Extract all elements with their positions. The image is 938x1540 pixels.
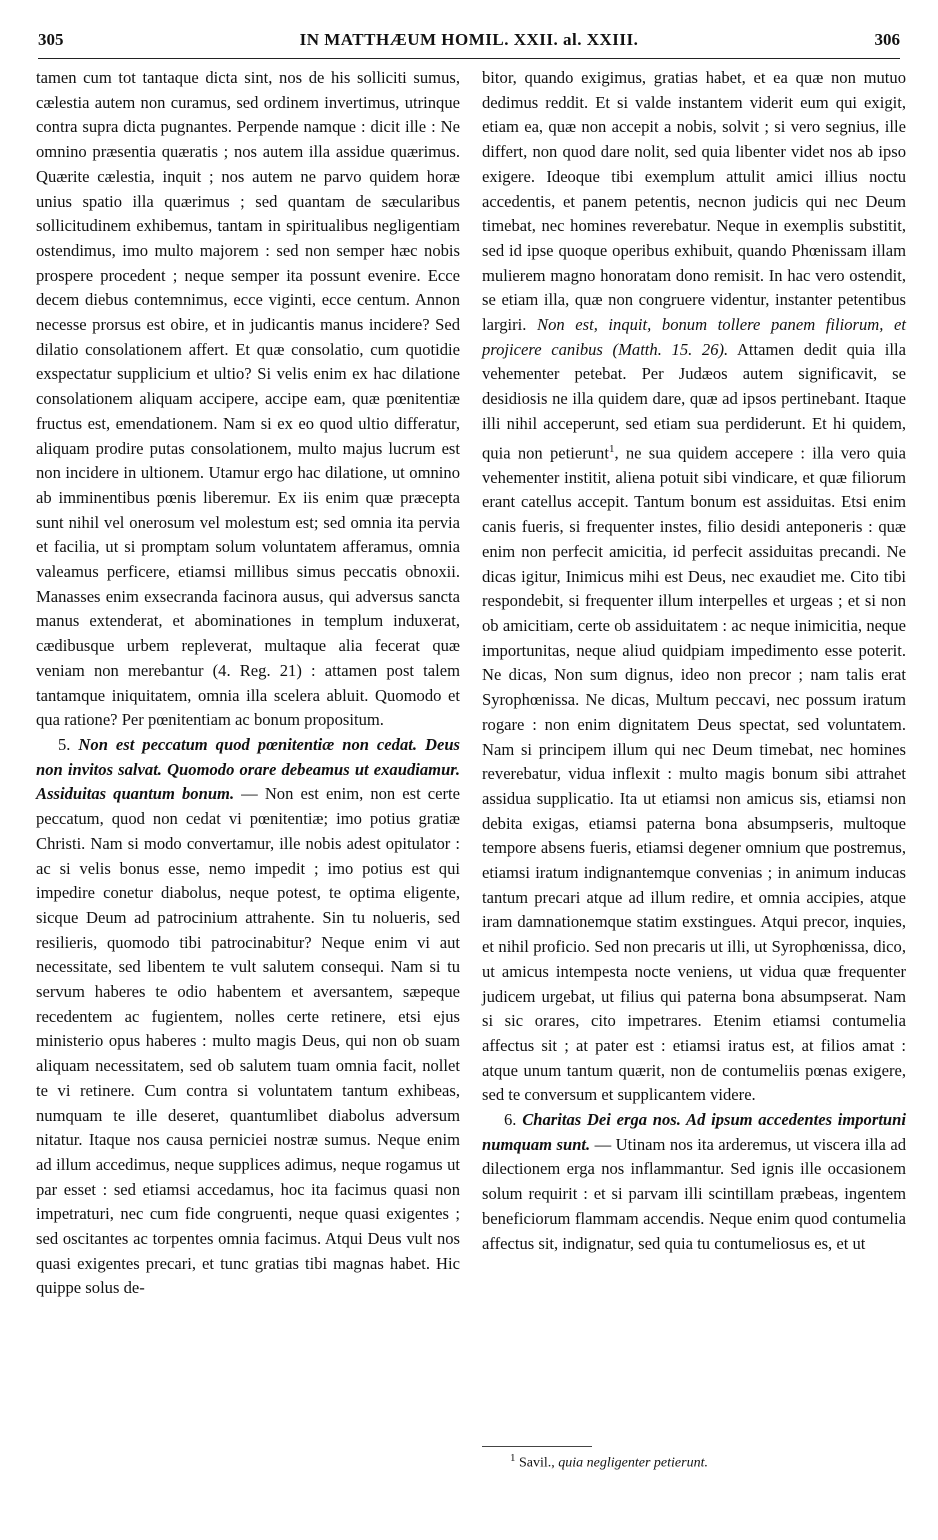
scripture-reference: (Matth. 15. 26).: [612, 339, 729, 359]
section-5: [36, 733, 460, 1301]
left-column: [36, 66, 460, 1301]
right-column: [482, 66, 906, 1256]
footnote-source: Savil.,: [519, 1455, 555, 1471]
section-body: — Utinam nos ita arderemus, ut viscera illa ad dilectionem erga nos inflammantur. Sed ignis ille occasionem solum requirit : et si parvam illi scintillam præbeas, ingentem beneficiorum flammam accendis. Neque enim quod contumelia affectus sit, indignatur, sed quia tu contumeliosus es, et ut: [482, 1134, 906, 1253]
section-number: 6.: [504, 1110, 517, 1130]
footnote-divider: [482, 1446, 592, 1447]
section-heading: Non est peccatum quod pœnitentiæ non cedat. Deus non invitos salvat. Quomodo orare debeamus ut exaudiamur. Assiduitas quantum bonum.: [36, 734, 461, 804]
paragraph-continuation: tamen cum tot tantaque dicta sint, nos de his solliciti sumus, cælestia autem non curamus, sed ordinem invertimus, utrinque contra supra dicta pugnantes. Perpende namque : dicit ille : Ne omnino præsentia quæratis ; nos autem illa assidue quærimus. Quærite cælestia, inquit ; nos autem ne parvo quidem horæ unius spatio illa quærimus ; sed quantam de sæcularibus sollicitudinem exhibemus, tantam in spiritualibus negligentiam ostendimus, imo multo majorem : sed non semper hæc nobis prospere procedent ; neque semper ita possunt evenire. Ecce decem diebus contemnimus, ecce viginti, ecce centum. Annon necesse prorsus est obire, et in judicantis manus incidere? Sed dilatio consolationem affert. Et quæ consolatio, cum quotidie exspectatur supplicium et ultio? Si velis enim ex hac dilatione consolationem aliquam accipere, accipe eam, quæ pœnitentiæ fructus est, emendationem. Nam si ex eo quod ultio differatur, aliquam prodire putas consolationem, multo majus lucrum est non incidere in ultionem. Utamur ergo hac dilatione, ut omnino ab imminentibus pœnis liberemur. Ex iis enim quæ præcepta sunt nihil vel onerosum vel molestum est; sed omnia ita pervia et facilia, ut si promptam solum voluntatem afferamus, omnia valeamus perficere, etiamsi millibus simus peccatis obnoxii. Manasses enim exsecranda facinora ausus, qui adversus sancta manus extenderat, et abominationes in templum induxerat, cædibusque urbem repleverat, multaque alia fecerat quæ veniam non merebantur (4. Reg. 21) : attamen post talem tantamque iniquitatem, omnia illa scelera abluit. Quomodo et qua ratione? Per pœnitentiam ac bonum propositum.: [36, 68, 460, 730]
running-header: [38, 22, 900, 59]
footnote-marker: 1: [608, 442, 615, 455]
text-run: Attamen dedit quia illa vehementer petebat. Per Judæos autem significavit, se desidiosis ne illa quidem dare, quæ ad ipsos pertinebant. Itaque illi nihil acceperunt, sed etiam sua perdiderunt. Et hi quidem, quia non petierunt: [482, 339, 906, 463]
section-6: [482, 1108, 906, 1256]
section-heading: Charitas Dei erga nos. Ad ipsum accedentes importuni numquam sunt.: [482, 1110, 906, 1154]
footnote-number: 1: [510, 1452, 516, 1464]
footnote: [510, 1452, 900, 1472]
section-number: 5.: [58, 734, 71, 754]
running-title: IN MATTHÆUM HOMIL. XXII. al. XXIII.: [299, 30, 639, 49]
text-run: , ne sua quidem accepere : illa vero quia vehementer institit, aliena potuit sibi vindicare, et quæ filiorum erant catellus accepit. Tantum bonum est assiduitas. Etsi enim canis fueris, si frequenter instes, filio desidi anteponeris : quæ enim non perfecit amicitia, id perfecit assiduitas precandi. Ne dicas igitur, Inimicus mihi est Deus, nec exaudiet me. Cito tibi respondebit, si frequenter illum interpelles et urgeas ; et si non ob amicitiam, certe ob assiduitatem : ac neque inimicitia, neque importunitas, neque aliud quidpiam impedimento esse poterit. Ne dicas, Non sum dignus, ideo non precor ; nam talis erat Syrophœnissa. Ne dicas, Multum peccavi, nec possum iratum rogare : non enim dignitatem Deus spectat, sed voluntatem. Nam si principem illum qui nec Deum timebat, nec homines reverebatur, vidua inflexit : multo magis bonum sibi attrahet assidua supplicatio. Ita ut etiamsi non amicus sis, etiamsi non debita exigas, etiamsi paterna bona absumpseris, multoque tempore absens fueris, etiamsi degener omnium que postremus, etiamsi iratum indignantemque convenias ; in animum inducas tantum precari atque ad illum redire, et omnia accipies, atque iram damnationemque statim exstingues. Atqui precor, inquies, et nihil proficio. Sed non precaris ut illi, ut Syrophœnissa, dico, ut amicus intempesta nocte veniens, ut vidua quæ frequenter judicem urgebat, ut filius qui paterna bona absumpserat. Nam si sic orares, cito impetrares. Etenim etiamsi contumelia affectus sit ; at pater est : etiamsi iratus est, at filios amat : atque unum tantum quærit, non de contumeliis pœnas exigere, sed te conversum et supplicantem videre.: [482, 443, 907, 1105]
page-number-left: 305: [38, 30, 64, 49]
scripture-quote: Non est, inquit, bonum tollere panem filiorum, et projicere canibus: [482, 315, 906, 359]
footnote-text: quia negligenter petierunt.: [558, 1455, 708, 1471]
paragraph-continuation: [482, 66, 906, 1108]
text-run: bitor, quando exigimus, gratias habet, et ea quæ non mutuo dedimus reddit. Et si valde instantem viderit eum qui exigit, etiam ea, quæ non accepit a nobis, solvit ; si vero segnius, ille differt, non quod dare nolit, sed quia libenter videt nos ab ipso exigere. Ideoque tibi exemplum attulit amici illius noctu accedentis, et panem petentis, necnon judicis qui nec Deum timebat, nec homines reverebatur. Neque in exemplis substitit, sed id ipse quoque operibus exhibuit, quando Phœnissam illam mulierem magno honoratam dono remisit. In hac vero ostendit, se etiam illa, quæ non congruere videntur, instanter petentibus largiri.: [482, 68, 906, 335]
page-number-right: 306: [874, 30, 900, 49]
section-body: — Non est enim, non est certe peccatum, quod non cedat vi pœnitentiæ; imo potius gratiæ Christi. Nam si modo convertamur, ille nobis adest opitulator : ac si velis bonus esse, nemo impedit ; imo potius est qui impedire conetur diabolus, neque potest, te optima eligente, sicque Deum ad patrocinium attrahente. Sin tu nolueris, sed resilieris, quomodo tibi patrocinabitur? Neque enim vi aut necessitate, sed libentem te vult salutem consequi. Nam si tu servum haberes te odio habentem et aversantem, sæpeque recedentem ac fugientem, nolles certe retinere, etsi ejus ministerio opus haberes : multo magis Deus, qui non ob suam aliquam necessitatem, sed ob salutem tuam omnia facit, nollet te vi retinere. Cum contra si voluntatem tantum exhibeas, numquam te ille deseret, quantumlibet diabolus adversum nitatur. Itaque nos causa perniciei nostræ sumus. Neque enim ad illum accedimus, neque supplices adimus, neque rogamus ut par esset : sed etiamsi accedamus, hoc ita facimus quasi non impetraturi, nec cum fide congruenti, neque quasi exigentes ; sed oscitantes ac torpentes omnia facimus. Atqui Deus vult nos quasi exigentes precari, et tunc gratias tibi magnas habet. Hic quippe solus de-: [36, 784, 460, 1298]
